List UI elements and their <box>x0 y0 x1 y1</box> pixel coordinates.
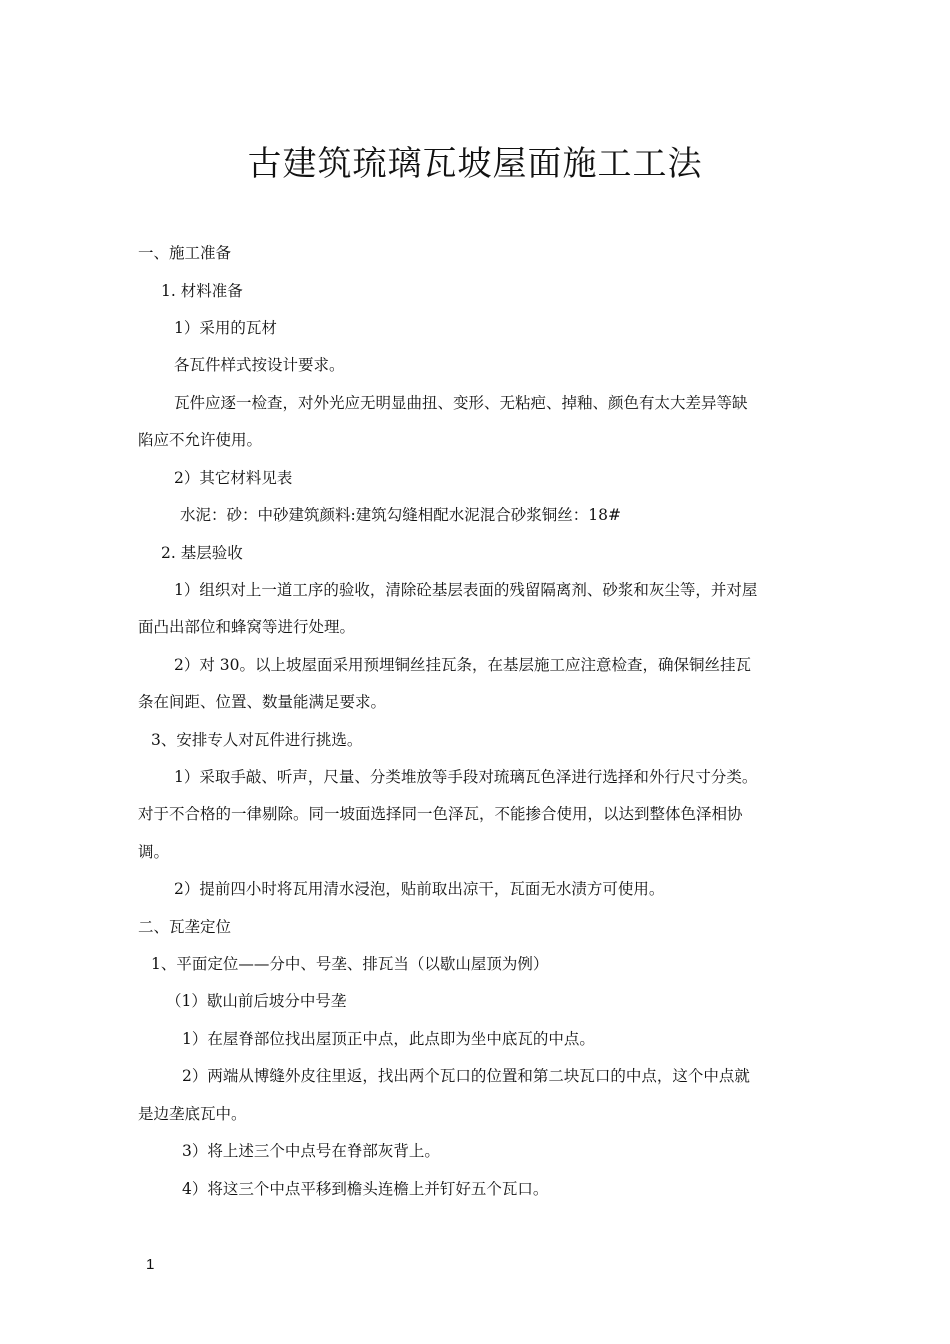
paragraph-line: 2）两端从博缝外皮往里返，找出两个瓦口的位置和第二块瓦口的中点，这个中点就 <box>182 1067 750 1085</box>
paragraph-line: 瓦件应逐一检查，对外光应无明显曲扭、变形、无粘疤、掉釉、颜色有太大差异等缺 <box>174 394 748 412</box>
paragraph-line: 2）提前四小时将瓦用清水浸泡，贴前取出凉干，瓦面无水渍方可使用。 <box>174 880 665 898</box>
section-heading: 二、瓦垄定位 <box>138 918 232 936</box>
paragraph-line: 2）对 30。以上坡屋面采用预埋铜丝挂瓦条，在基层施工应注意检查，确保铜丝挂瓦 <box>174 656 752 674</box>
paragraph-line: 1）采取手敲、听声，尺量、分类堆放等手段对琉璃瓦色泽进行选择和外行尺寸分类。 <box>174 768 758 786</box>
paragraph-line: 1）在屋脊部位找出屋顶正中点，此点即为坐中底瓦的中点。 <box>182 1030 595 1048</box>
document-title: 古建筑琉璃瓦坡屋面施工工法 <box>247 144 703 184</box>
paragraph-line: 各瓦件样式按设计要求。 <box>174 356 345 374</box>
paragraph-line: 对于不合格的一律剔除。同一坡面选择同一色泽瓦，不能掺合使用，以达到整体色泽相协 <box>138 805 743 823</box>
paragraph-line: 陷应不允许使用。 <box>138 431 263 449</box>
subsection-heading: 1、平面定位——分中、号垄、排瓦当（以歇山屋顶为例） <box>151 955 549 973</box>
paragraph-line: 面凸出部位和蜂窝等进行处理。 <box>138 618 356 636</box>
list-item-heading: （1）歇山前后坡分中号垄 <box>166 992 347 1010</box>
paragraph-line: 是边垄底瓦中。 <box>138 1105 247 1123</box>
paragraph-line: 3）将上述三个中点号在脊部灰背上。 <box>182 1142 440 1160</box>
paragraph-line: 4）将这三个中点平移到檐头连檐上并钉好五个瓦口。 <box>182 1180 549 1198</box>
page-number: 1 <box>146 1256 155 1273</box>
paragraph-line: 水泥：砂：中砂建筑颜料:建筑勾缝相配水泥混合砂浆铜丝：18# <box>180 506 621 524</box>
subsection-heading: 3、安排专人对瓦件进行挑选。 <box>151 731 363 749</box>
list-item-heading: 2）其它材料见表 <box>174 469 293 487</box>
paragraph-line: 调。 <box>138 843 170 861</box>
subsection-heading: 2. 基层验收 <box>161 544 243 562</box>
subsection-heading: 1. 材料准备 <box>161 282 243 300</box>
paragraph-line: 1）组织对上一道工序的验收，清除砼基层表面的残留隔离剂、砂浆和灰尘等，并对屋 <box>174 581 758 599</box>
list-item-heading: 1）采用的瓦材 <box>174 319 277 337</box>
paragraph-line: 条在间距、位置、数量能满足要求。 <box>138 693 387 711</box>
section-heading: 一、施工准备 <box>138 244 232 262</box>
